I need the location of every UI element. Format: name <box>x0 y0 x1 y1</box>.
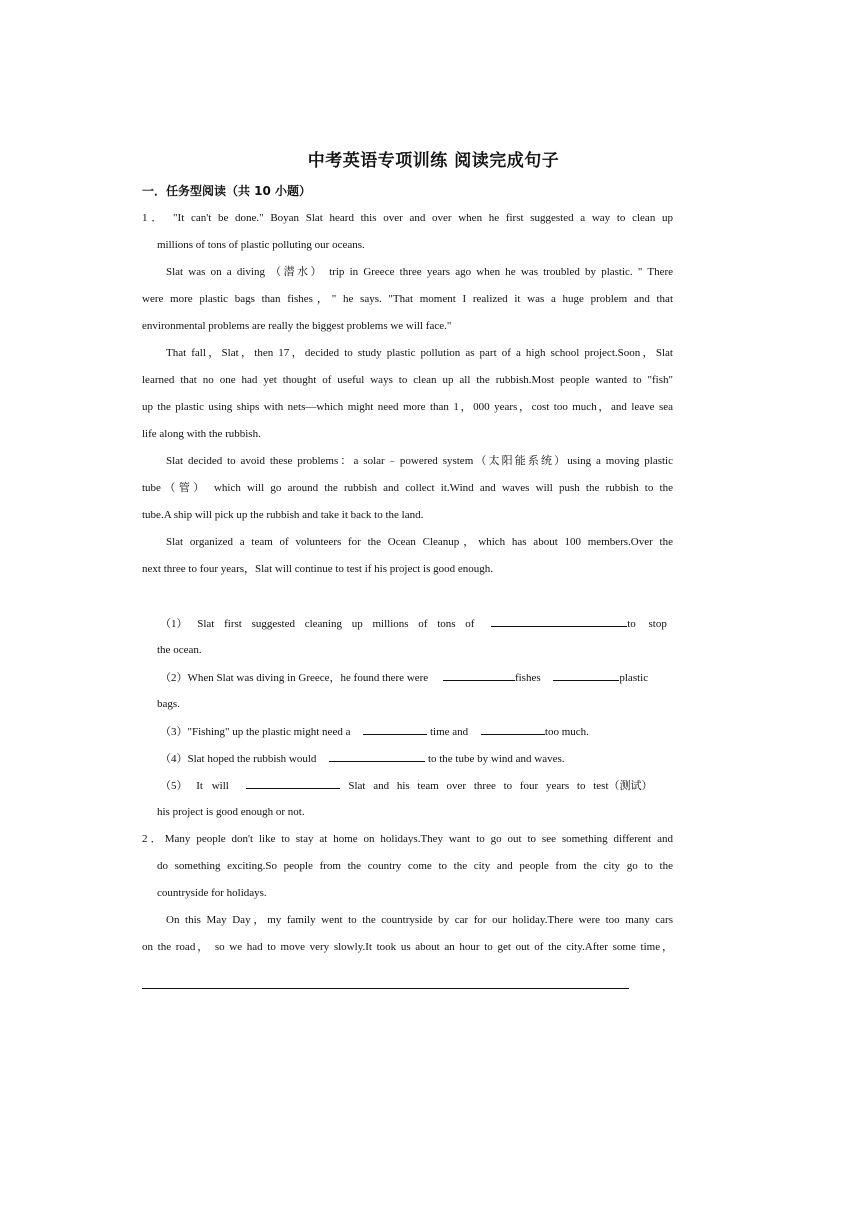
q1-para2-line-3: up the plastic using ships with nets—which might need more than 1，000 years，cost too much，and leave sea <box>142 401 673 413</box>
q1-para3-line-3: tube.A ship will pick up the rubbish and take it back to the land. <box>142 509 424 521</box>
task-2-blank-1[interactable] <box>443 670 515 681</box>
task-1-cont: the ocean. <box>157 644 202 656</box>
q1-para1-line-2: were more plastic bags than fishes，" he says. "That moment I realized it was a huge problem and that <box>142 293 673 305</box>
task-4-blank[interactable] <box>329 751 425 762</box>
q1-line-1: 1． "It can't be done." Boyan Slat heard this over and over when he first suggested a way to clean up <box>142 212 673 224</box>
task-2-text: （2）When Slat was diving in Greece，he found there were <box>160 672 429 684</box>
q2-para1-line-2: on the road， so we had to move very slowly.It took us about an hour to get out of the city.After some time， <box>142 941 673 953</box>
task-3-mid: time and <box>429 726 469 738</box>
q1-para4-line-1: Slat organized a team of volunteers for the Ocean Cleanup，which has about 100 members.Over the <box>166 536 673 548</box>
section-heading: 一．任务型阅读（共 10 小题） <box>142 184 312 198</box>
task-2-mid: fishes <box>514 672 541 684</box>
page-title: 中考英语专项训练 阅读完成句子 <box>307 151 560 171</box>
q1-para3-line-1: Slat decided to avoid these problems：a solar﹣powered system（太阳能系统）using a moving plastic <box>166 455 673 467</box>
task-4-text: （4）Slat hoped the rubbish would <box>160 753 317 765</box>
q2-line-3: countryside for holidays. <box>157 887 267 899</box>
q1-para2-line-4: life along with the rubbish. <box>142 428 261 440</box>
q1-para2-line-1: That fall，Slat，then 17，decided to study plastic pollution as part of a high school project.Soon，Slat <box>166 347 673 359</box>
task-4 <box>160 751 673 766</box>
task-5 <box>160 778 673 793</box>
task-5-suffix: Slat and his team over three to four years to test（测试） <box>348 780 653 792</box>
footer-rule <box>142 988 629 989</box>
task-5-cont: his project is good enough or not. <box>157 806 305 818</box>
q1-para2-line-2: learned that no one had yet thought of useful ways to clean up all the rubbish.Most people wanted to "fish" <box>142 374 673 386</box>
task-2-suffix: plastic <box>619 672 649 684</box>
task-2 <box>160 670 673 685</box>
task-5-text: （5） It will <box>160 780 229 792</box>
q1-line-2: millions of tons of plastic polluting our oceans. <box>157 239 365 251</box>
task-1-blank[interactable] <box>491 616 627 627</box>
q1-para3-line-2: tube（管） which will go around the rubbish and collect it.Wind and waves will push the rubbish to the <box>142 482 673 494</box>
task-3-text: （3）"Fishing" up the plastic might need a <box>160 726 351 738</box>
task-2-cont: bags. <box>157 698 180 710</box>
task-4-suffix: to the tube by wind and waves. <box>427 753 565 765</box>
task-3-blank-1[interactable] <box>363 724 427 735</box>
q1-para4-line-2: next three to four years，Slat will continue to test if his project is good enough. <box>142 563 494 575</box>
q2-para1-line-1: On this May Day，my family went to the countryside by car for our holiday.There were too many cars <box>166 914 673 926</box>
task-3-blank-2[interactable] <box>481 724 545 735</box>
task-5-blank[interactable] <box>246 778 340 789</box>
task-2-blank-2[interactable] <box>553 670 619 681</box>
q1-para1-line-1: Slat was on a diving （潜水） trip in Greece three years ago when he was troubled by plastic. " There <box>166 266 673 278</box>
q2-line-1: 2．Many people don't like to stay at home on holidays.They want to go out to see something different and <box>142 833 673 845</box>
task-1 <box>160 616 673 631</box>
task-1-text: （1） Slat first suggested cleaning up millions of tons of <box>160 618 475 630</box>
q1-para1-line-3: environmental problems are really the biggest problems we will face." <box>142 320 452 332</box>
task-3-suffix: too much. <box>544 726 589 738</box>
q2-line-2: do something exciting.So people from the country come to the city and people from the city go to the <box>157 860 673 872</box>
task-1-suffix: to stop <box>627 618 667 630</box>
task-3 <box>160 724 673 739</box>
